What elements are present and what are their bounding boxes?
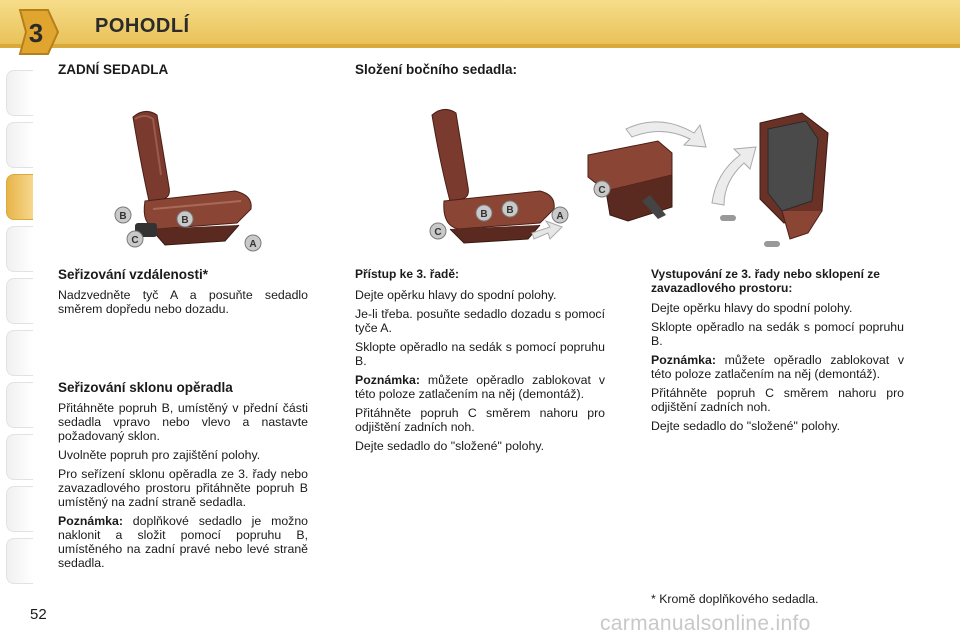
chapter-badge — [14, 8, 60, 56]
backrest-heading: Seřizování sklonu opěradla — [58, 380, 233, 395]
label-b-1: B — [119, 211, 127, 222]
header-divider — [0, 44, 960, 48]
access-note-text: můžete opěradlo zablokovat v této poloze zatlačením na něj (demontáž). — [355, 372, 606, 401]
access-p5: Přitáhněte popruh C směrem nahoru pro odjištění zadních noh. — [355, 405, 605, 434]
backrest-p2: Uvolněte popruh pro zajištění polohy. — [58, 447, 261, 462]
exit-p2: Sklopte opěradlo na sedák s pomocí popruhu B. — [651, 320, 904, 348]
seat-folding-illustration — [410, 103, 850, 253]
exit-p4: Přitáhněte popruh C směrem nahoru pro odjištění zadních noh. — [651, 386, 904, 414]
backrest-p3: Pro seřízení sklonu opěradla ze 3. řady nebo zavazadlového prostoru přitáhněte popruh B umístěný na zadní straně sedadla. — [58, 466, 308, 509]
distance-adjustment-section — [58, 268, 308, 321]
watermark: carmanualsonline.info — [600, 612, 811, 635]
chapter-title: POHODLÍ — [95, 15, 190, 37]
side-tab-5[interactable] — [6, 278, 33, 324]
exit-heading: Vystupování ze 3. řady nebo sklopení ze zavazadlového prostoru: — [651, 267, 880, 295]
side-tab-9[interactable] — [6, 486, 33, 532]
side-tab-6[interactable] — [6, 330, 33, 376]
side-tab-10[interactable] — [6, 538, 33, 584]
label-c: C — [131, 235, 139, 246]
access-note-label: Poznámka: — [355, 372, 420, 387]
exit-p1: Dejte opěrku hlavy do spodní polohy. — [651, 301, 853, 315]
access-p6: Dejte sedadlo do "složené" polohy. — [355, 438, 544, 453]
exit-note — [651, 353, 904, 381]
access-p2: Je-li třeba. posuňte sedadlo dozadu s pomocí tyče A. — [355, 306, 605, 335]
side-tabs — [0, 62, 34, 577]
backrest-adjustment-section — [58, 381, 308, 575]
exit-third-row-section — [651, 268, 904, 438]
side-tab-8[interactable] — [6, 434, 33, 480]
backrest-note-label: Poznámka: — [58, 513, 123, 528]
side-tab-3-active[interactable] — [6, 174, 33, 220]
access-p3: Sklopte opěradlo na sedák s pomocí popruhu B. — [355, 339, 605, 368]
label-b-2: B — [181, 215, 189, 226]
chapter-number: 3 — [28, 18, 44, 48]
label-c-3: C — [598, 185, 606, 196]
access-heading: Přístup ke 3. řadě: — [355, 267, 460, 281]
side-tab-2[interactable] — [6, 122, 33, 168]
exit-p5: Dejte sedadlo do "složené" polohy. — [651, 419, 840, 433]
exit-note-text: můžete opěradlo zablokovat v této poloze zatlačením na něj (demontáž). — [651, 353, 905, 381]
label-a-2: A — [556, 211, 564, 222]
access-p1: Dejte opěrku hlavy do spodní polohy. — [355, 287, 557, 302]
label-a: A — [249, 239, 257, 250]
backrest-note — [58, 514, 308, 570]
side-tab-7[interactable] — [6, 382, 33, 428]
exit-note-label: Poznámka: — [651, 353, 716, 367]
footnote: * Kromě doplňkového sedadla. — [651, 592, 819, 606]
side-tab-4[interactable] — [6, 226, 33, 272]
page-number: 52 — [30, 606, 47, 623]
side-tab-1[interactable] — [6, 70, 33, 116]
side-seat-folding-title: Složení bočního sedadla: — [355, 62, 518, 77]
distance-text: Nadzvedněte tyč A a posuňte sedadlo směrem dopředu nebo dozadu. — [58, 287, 308, 316]
backrest-p1: Přitáhněte popruh B, umístěný v přední části sedadla vpravo nebo vlevo a nastavte požadovaný sklon. — [58, 400, 308, 443]
backrest-note-text: doplňkové sedadlo je možno naklonit a složit pomocí popruhu B, umístěného na zadní pravé nebo levé straně sedadla. — [58, 513, 308, 570]
label-b-3: B — [480, 209, 488, 220]
access-third-row-section — [355, 268, 605, 458]
access-note — [355, 373, 605, 401]
label-b-4: B — [506, 205, 514, 216]
rear-seats-title: ZADNÍ SEDADLA — [58, 62, 169, 77]
distance-heading: Seřizování vzdálenosti* — [58, 267, 209, 282]
label-c-2: C — [434, 227, 442, 238]
seat-adjustment-illustration — [105, 105, 270, 255]
